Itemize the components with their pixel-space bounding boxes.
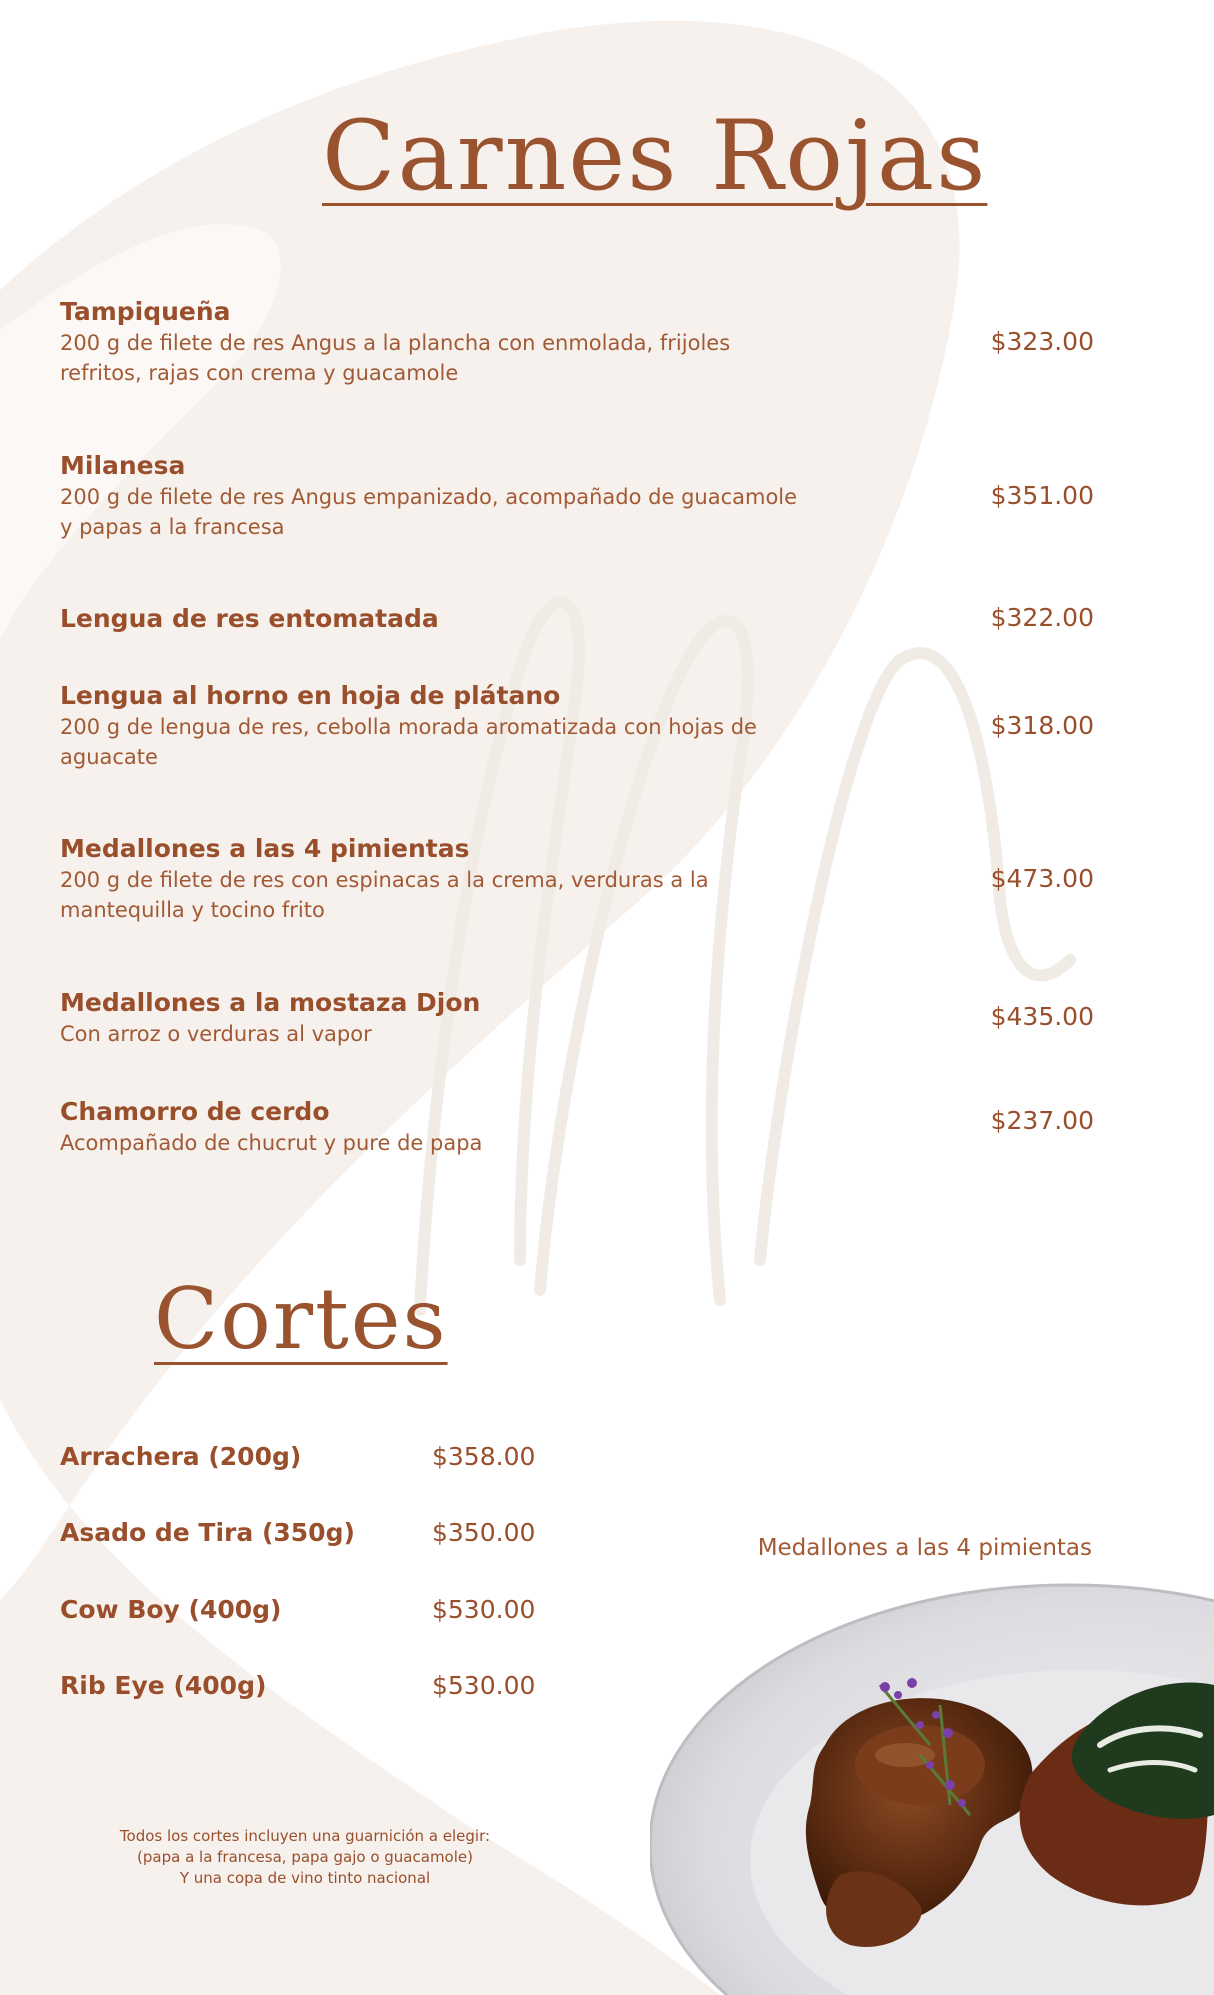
- dish-name: Tampiqueña: [60, 297, 231, 326]
- cut-name: Cow Boy (400g): [60, 1595, 282, 1624]
- dish-description: 200 g de filete de res Angus a la plancha con enmolada, frijoles refritos, rajas con crema y guacamole: [60, 331, 731, 385]
- dish-name: Milanesa: [60, 451, 186, 480]
- dish-price: $318.00: [990, 711, 1094, 740]
- dish-item: [60, 603, 1094, 635]
- dish-price: $323.00: [990, 327, 1094, 356]
- cortes-note: [60, 1826, 550, 1889]
- dish-name: Lengua de res entomatada: [60, 604, 439, 633]
- dish-description: 200 g de filete de res Angus empanizado, acompañado de guacamole y papas a la francesa: [60, 485, 798, 539]
- cut-price: $358.00: [432, 1442, 536, 1471]
- dish-description: Con arroz o verduras al vapor: [60, 1022, 372, 1046]
- cut-item: [60, 1442, 560, 1482]
- dish-name: Chamorro de cerdo: [60, 1097, 330, 1126]
- dish-price: $435.00: [990, 1002, 1094, 1031]
- photo-caption: Medallones a las 4 pimientas: [757, 1535, 1092, 1561]
- dish-name: Medallones a las 4 pimientas: [60, 834, 470, 863]
- note-line: Todos los cortes incluyen una guarnición a elegir:: [119, 1827, 491, 1845]
- dish-item: [60, 833, 1094, 925]
- note-line: (papa a la francesa, papa gajo o guacamole): [137, 1848, 473, 1866]
- cut-item: [60, 1671, 560, 1711]
- dish-description: 200 g de lengua de res, cebolla morada aromatizada con hojas de aguacate: [60, 715, 757, 769]
- cut-price: $350.00: [432, 1518, 536, 1547]
- dish-name: Medallones a la mostaza Djon: [60, 988, 481, 1017]
- cut-item: [60, 1518, 560, 1558]
- cut-price: $530.00: [432, 1671, 536, 1700]
- dish-description: Acompañado de chucrut y pure de papa: [60, 1131, 483, 1155]
- dish-item: [60, 1096, 1094, 1158]
- page-title: Carnes Rojas: [322, 100, 988, 212]
- dish-price: $351.00: [990, 481, 1094, 510]
- dish-price: $473.00: [990, 864, 1094, 893]
- cut-name: Asado de Tira (350g): [60, 1518, 355, 1547]
- dish-name: Lengua al horno en hoja de plátano: [60, 681, 561, 710]
- cut-name: Arrachera (200g): [60, 1442, 302, 1471]
- cut-name: Rib Eye (400g): [60, 1671, 267, 1700]
- dish-price: $322.00: [990, 603, 1094, 632]
- dish-photo: [650, 1575, 1214, 1995]
- cortes-title: Cortes: [154, 1270, 448, 1368]
- cut-item: [60, 1595, 560, 1635]
- note-line: Y una copa de vino tinto nacional: [179, 1869, 431, 1887]
- dish-item: [60, 987, 1094, 1049]
- dish-item: [60, 680, 1094, 772]
- dish-description: 200 g de filete de res con espinacas a la crema, verduras a la mantequilla y tocino frito: [60, 868, 709, 922]
- dish-item: [60, 296, 1094, 388]
- dish-price: $237.00: [990, 1106, 1094, 1135]
- dish-item: [60, 450, 1094, 542]
- cut-price: $530.00: [432, 1595, 536, 1624]
